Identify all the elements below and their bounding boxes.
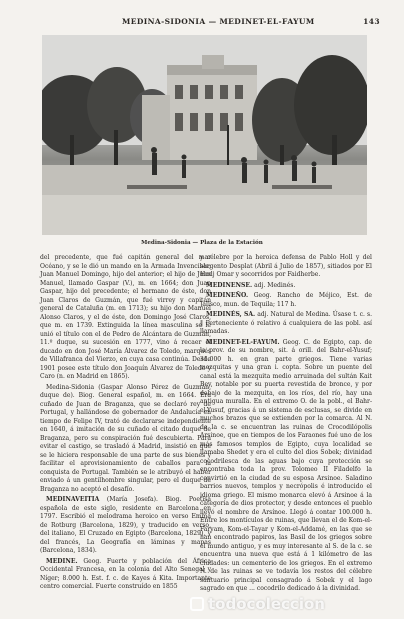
entry-medinaveitia: [40, 496, 211, 556]
site-watermark: [190, 595, 325, 613]
entry-headword: MEDINE.: [46, 557, 78, 565]
entry-headword: MEDINENSE.: [206, 281, 253, 289]
entry-headword: MEDINET-EL-FAYUM.: [206, 338, 280, 346]
watermark-text: todocoleccion: [208, 595, 325, 613]
entry-medinense: [200, 282, 372, 291]
paragraph: Medina-Sidonia (Gaspar Alonso Pérez de Guzmán, duque de). Biog. General español, m. en 1664. Era cuñado de Juan de Braganza, que se declaró rey de Portugal, y hallándose de gobernador de Andalucía en tiempo de Felipe IV, trató de declararse independiente en 1640, á imitación de su cuñado el citado duque de Braganza, pero su conspiración fué descubierta. Para evitar el castigo, se trasladó á Madrid, insistió en que se le hiciera responsable de una parte de sus bienes y facilitar el aprovisionamiento de caballos para la conquista de Portugal. También se le atribuyó el haber enviado á un gentilhombre singular, pero el duque de Braganza no aceptó el desafío.: [40, 383, 211, 493]
entry-body: adj. Medinés.: [254, 281, 296, 289]
entry-body: Geog. C. de Egipto, cap. de la prov. de su nombre, sit. á orill. del Bahr-el-Yusuf; 31.000 h. en gran parte griegos. Tiene varias mezquitas y una gran i. copta. Sobre un puente del canal está la mezquita medio arruinada del sultán Kait Bey, notable por su puerta revestida de bronce, y por debajo de la mezquita, en los ríos, del río, hay una antigua muralla. En el extremo O. de la pobl., el Bahr-el-Yusuf, gracias á un sistema de esclusas, se divide en muchos brazos que se extienden por la comarca. Al N. de la c. se encuentran las ruinas de Crocodilópolis Arsinoe, que en tiempos de los Faraones fué uno de los más famosos templos de Egipto, cuya localidad se llamaba Shedet y era el culto del dios Sobek; divinidad cocodrilesca de las aguas bajo cuya protección se encontraba toda la prov. Tolomeo II Filadelfo la convirtió en la ciudad de su esposa Arsinoe. Saladino barrios nuevos, templos y necrópolis é introducido el idioma griego. El mismo monarca elevó á Arsinoe á la categoría de dios protector, y desde entonces el pueblo llevó el nombre de Arsínoe. Llegó á contar 100.000 h. Entre los montículos de ruinas, que llevan el de Kom-el-Faryam, Kom-el-Tayar y Kom-el-Addamé, en las que se han encontrado papiros, las Basil de los griegos sobre el mundo antiguo, y es muy interesante al S. de la c. se encuentra una nueva que está á 1 kilómetro de las ciudades: un cementerio de los griegos. En el extremo N. de las ruinas se ve todavía los restos del célebre santuario principal consagrado á Sobek y el lago sagrado en que ... cocodrilo dedicado á la divinidad.: [200, 338, 372, 592]
entry-medinet-el-fayum: [200, 339, 372, 594]
entry-body: adj. Natural de Medina. Úsase t. c. s. ‖ Perteneciente ó relativo á cualquiera de las pobl. así llamadas.: [200, 311, 372, 335]
running-head-title: MEDINA-SIDONIA — MEDINET-EL-FAYUM: [122, 17, 315, 26]
entry-headword: MEDINEÑO.: [206, 292, 249, 299]
entry-headword: MEDINAVEITIA: [46, 496, 100, 503]
page-number: 143: [363, 17, 380, 26]
entry-headword: MEDINÉS, SA.: [206, 311, 256, 318]
entry-body: Geog. Fuerte y población del África Occidental Francesa, en la colonia del Alto Senegal y Níger; 8.000 h. Est. f. c. de Kayes á Kita. Importante centro comercial. Fuerte construído en 1855: [40, 557, 211, 590]
watermark-logo-icon: [190, 597, 204, 611]
photo-caption: Medina-Sidonia — Plaza de la Estación: [141, 240, 263, 246]
text-column-left: [40, 254, 211, 592]
entry-medineno: [200, 292, 372, 309]
paragraph: del precedente, que fué capitán general del mar Océano, y se le dió un mando en la Armada Invencible; Juan Manuel Domingo, hijo del anterior; el hijo de Juan Manuel, llamado Gaspar (V.), m. en 1664; don Juan Gaspar, hijo del precedente; el hermano de éste, don Juan Claros de Guzmán, que fué virrey y capitán general de Cataluña (m. en 1713); su hijo don Manuel Alonso Claros, y el de éste, don Domingo José Claros, que m. en 1739. Extinguida la línea masculina se le unió el título con el de Pedro de Alcántara de Guzmán, 11.º duque, su sucesión en 1777, vino á recaer el ducado en don José María Álvarez de Toledo, marqués de Villafranca del Vierzo, en cuya casa continúa. Desde 1901 posee este título don Joaquín Álvarez de Toledo y Caro (n. en Madrid en 1865).: [40, 254, 211, 380]
entry-medines: [200, 311, 372, 337]
paragraph: y célebre por la heroica defensa de Pablo Holl y del sargento Desplat (Abril á Julio de 1857), sitiados por El Hadj Omar y socorridos por Faidherbe.: [200, 254, 372, 278]
town-square-photo: [42, 35, 367, 235]
entry-body: Biog. Poetisa española de este siglo, residente en Barcelona en 1797. Escribió el melodrama heroico en verso Emma de Rotburg (Barcelona, 1829), y traducido en verso, del italiano, El Cruzado en Egipto (Barcelona, 1829), y del francés, La Geografía en láminas y mapas (Barcelona, 1834).: [40, 496, 211, 554]
entry-medine: [40, 558, 211, 592]
text-column-right: [200, 254, 372, 594]
photo-illustration: [42, 35, 367, 235]
entry-author: (María Josefa).: [106, 496, 158, 503]
entry-body: Geog. Rancho de Méjico, Est. de Jalisco, mun. de Tequila; 117 h.: [200, 292, 372, 308]
running-head: [40, 17, 380, 29]
